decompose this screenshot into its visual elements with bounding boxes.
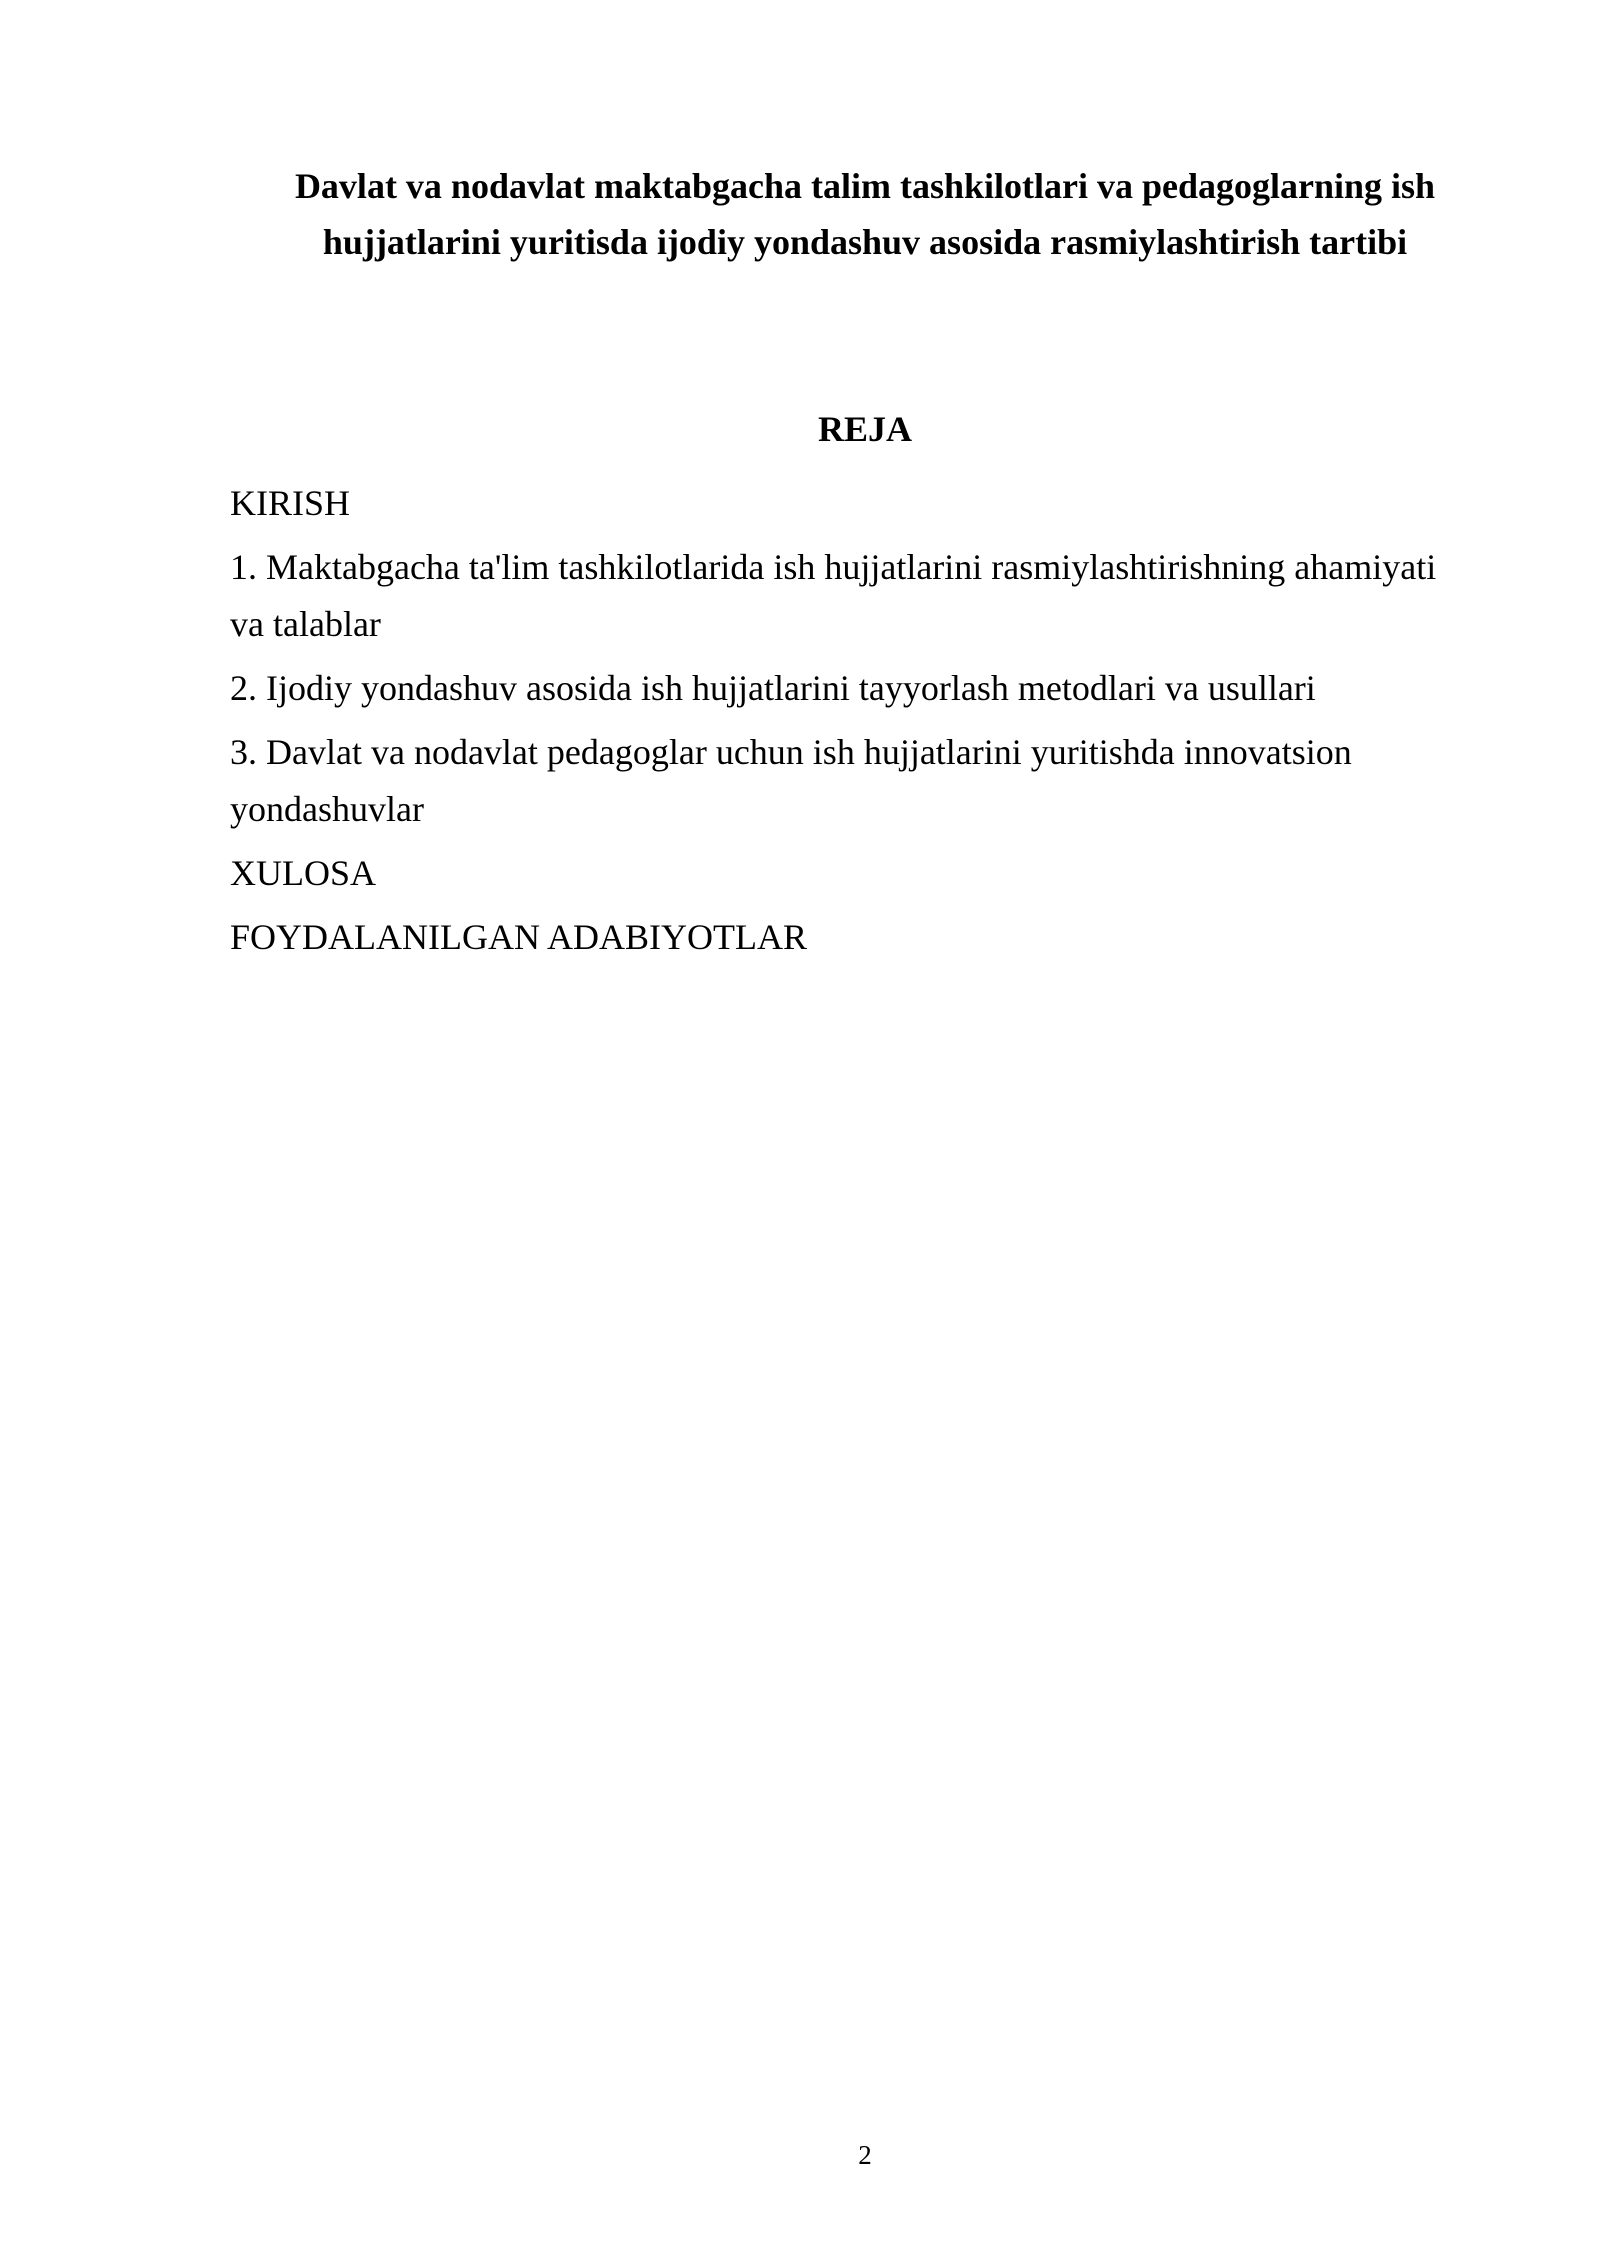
plan-item-introduction: KIRISH: [230, 483, 351, 523]
plan-list: [230, 475, 1450, 973]
plan-item-conclusion: XULOSA: [230, 853, 377, 893]
document-title: [230, 158, 1500, 270]
page-number: 2: [858, 2140, 872, 2170]
plan-heading: REJA: [817, 409, 912, 449]
document-title-line-1: Davlat va nodavlat maktabgacha talim tashkilotlari va pedagoglarning ish: [294, 166, 1436, 206]
plan-item-3: 3. Davlat va nodavlat pedagoglar uchun ish hujjatlarini yuritishda innovatsion yondashuvlar: [230, 732, 1352, 829]
plan-item-1: 1. Maktabgacha ta'lim tashkilotlarida ish hujjatlarini rasmiylashtirishning ahamiyati va talablar: [230, 547, 1437, 644]
plan-item-2: 2. Ijodiy yondashuv asosida ish hujjatlarini tayyorlash metodlari va usullari: [230, 668, 1316, 708]
plan-item-references: FOYDALANILGAN ADABIYOTLAR: [230, 917, 807, 957]
document-title-line-2: hujjatlarini yuritisda ijodiy yondashuv asosida rasmiylashtirish tartibi: [322, 222, 1408, 262]
